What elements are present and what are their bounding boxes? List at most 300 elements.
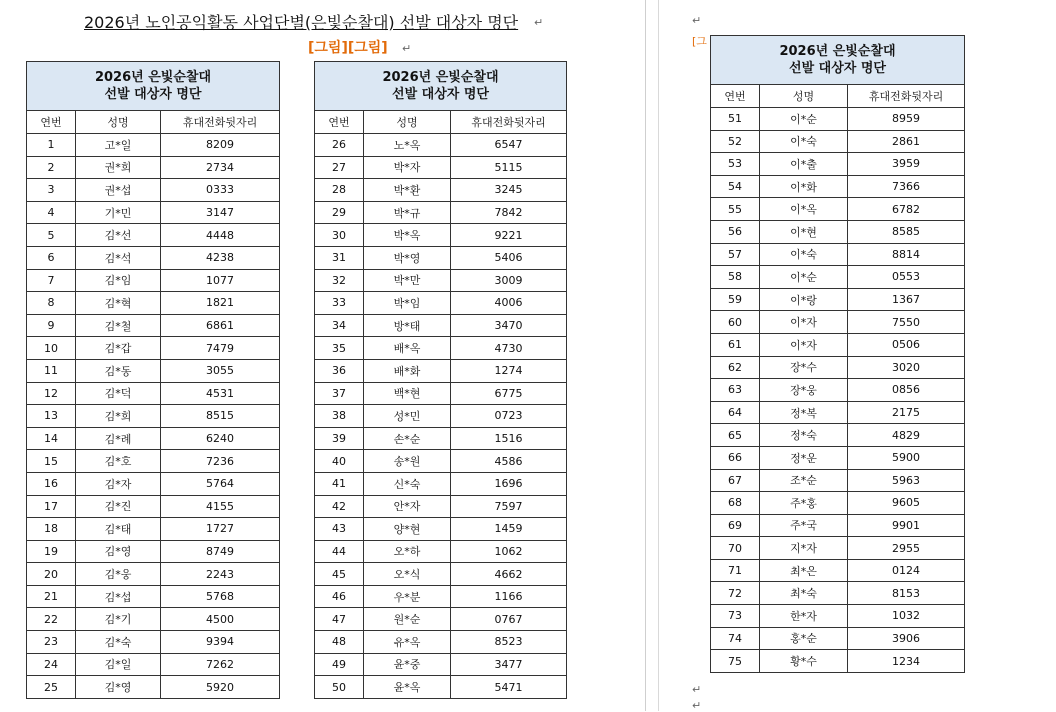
cell-name[interactable]: 박*임: [364, 292, 451, 315]
cell-phone-last-digits[interactable]: 6547: [451, 134, 567, 157]
cell-serial-number[interactable]: 60: [711, 311, 760, 334]
cell-phone-last-digits[interactable]: 2955: [848, 537, 965, 560]
table-row[interactable]: [315, 382, 567, 405]
cell-phone-last-digits[interactable]: 0124: [848, 559, 965, 582]
cell-serial-number[interactable]: 21: [27, 585, 76, 608]
cell-phone-last-digits[interactable]: 0856: [848, 379, 965, 402]
table-row[interactable]: [315, 427, 567, 450]
table-row[interactable]: [711, 130, 965, 153]
table-row[interactable]: [27, 382, 280, 405]
cell-serial-number[interactable]: 1: [27, 134, 76, 157]
cell-name[interactable]: 김*갑: [76, 337, 161, 360]
cell-serial-number[interactable]: 70: [711, 537, 760, 560]
cell-serial-number[interactable]: 54: [711, 175, 760, 198]
cell-name[interactable]: 이*자: [760, 311, 848, 334]
cell-serial-number[interactable]: 40: [315, 450, 364, 473]
cell-name[interactable]: 박*만: [364, 269, 451, 292]
cell-name[interactable]: 주*국: [760, 514, 848, 537]
cell-phone-last-digits[interactable]: 3959: [848, 153, 965, 176]
cell-serial-number[interactable]: 61: [711, 333, 760, 356]
table-row[interactable]: [711, 627, 965, 650]
table-row[interactable]: [315, 472, 567, 495]
cell-phone-last-digits[interactable]: 1727: [161, 518, 280, 541]
cell-phone-last-digits[interactable]: 1459: [451, 518, 567, 541]
cell-phone-last-digits[interactable]: 4730: [451, 337, 567, 360]
table-row[interactable]: [315, 540, 567, 563]
table-row[interactable]: [315, 246, 567, 269]
table-row[interactable]: [315, 631, 567, 654]
image-placeholder-label-page2[interactable]: [그: [692, 35, 707, 48]
cell-phone-last-digits[interactable]: 4500: [161, 608, 280, 631]
table-row[interactable]: [711, 220, 965, 243]
table-row[interactable]: [315, 608, 567, 631]
cell-name[interactable]: 박*영: [364, 246, 451, 269]
table-row[interactable]: [711, 243, 965, 266]
cell-serial-number[interactable]: 33: [315, 292, 364, 315]
cell-name[interactable]: 김*숙: [76, 631, 161, 654]
cell-serial-number[interactable]: 69: [711, 514, 760, 537]
cell-phone-last-digits[interactable]: 0553: [848, 266, 965, 289]
cell-serial-number[interactable]: 51: [711, 108, 760, 131]
cell-serial-number[interactable]: 22: [27, 608, 76, 631]
table-row[interactable]: [711, 424, 965, 447]
table-row[interactable]: [711, 333, 965, 356]
table-row[interactable]: [27, 540, 280, 563]
cell-serial-number[interactable]: 59: [711, 288, 760, 311]
cell-serial-number[interactable]: 62: [711, 356, 760, 379]
cell-name[interactable]: 손*순: [364, 427, 451, 450]
cell-name[interactable]: 김*진: [76, 495, 161, 518]
cell-name[interactable]: 김*섭: [76, 585, 161, 608]
table-row[interactable]: [711, 401, 965, 424]
cell-name[interactable]: 지*자: [760, 537, 848, 560]
cell-phone-last-digits[interactable]: 7597: [451, 495, 567, 518]
cell-name[interactable]: 주*홍: [760, 492, 848, 515]
cell-phone-last-digits[interactable]: 1032: [848, 605, 965, 628]
cell-serial-number[interactable]: 6: [27, 246, 76, 269]
cell-name[interactable]: 김*례: [76, 427, 161, 450]
table-row[interactable]: [711, 311, 965, 334]
cell-phone-last-digits[interactable]: 4586: [451, 450, 567, 473]
image-placeholder-label[interactable]: [그림][그림]: [308, 40, 388, 56]
table-row[interactable]: [27, 676, 280, 699]
table-row[interactable]: [27, 495, 280, 518]
cell-name[interactable]: 권*섭: [76, 179, 161, 202]
cell-phone-last-digits[interactable]: 1696: [451, 472, 567, 495]
table-row[interactable]: [27, 314, 280, 337]
table-row[interactable]: [711, 650, 965, 673]
cell-phone-last-digits[interactable]: 3245: [451, 179, 567, 202]
table-row[interactable]: [711, 469, 965, 492]
cell-name[interactable]: 신*숙: [364, 472, 451, 495]
table-row[interactable]: [711, 153, 965, 176]
cell-phone-last-digits[interactable]: 5768: [161, 585, 280, 608]
cell-name[interactable]: 윤*옥: [364, 676, 451, 699]
cell-name[interactable]: 방*태: [364, 314, 451, 337]
cell-name[interactable]: 이*순: [760, 108, 848, 131]
cell-phone-last-digits[interactable]: 6861: [161, 314, 280, 337]
table-row[interactable]: [315, 563, 567, 586]
table-row[interactable]: [27, 179, 280, 202]
table-row[interactable]: [27, 156, 280, 179]
cell-name[interactable]: 오*하: [364, 540, 451, 563]
cell-phone-last-digits[interactable]: 7236: [161, 450, 280, 473]
cell-name[interactable]: 황*수: [760, 650, 848, 673]
cell-serial-number[interactable]: 14: [27, 427, 76, 450]
cell-serial-number[interactable]: 9: [27, 314, 76, 337]
table-row[interactable]: [711, 379, 965, 402]
table-row[interactable]: [711, 108, 965, 131]
cell-phone-last-digits[interactable]: 8515: [161, 405, 280, 428]
cell-serial-number[interactable]: 23: [27, 631, 76, 654]
cell-phone-last-digits[interactable]: 9394: [161, 631, 280, 654]
cell-name[interactable]: 이*옥: [760, 198, 848, 221]
cell-serial-number[interactable]: 57: [711, 243, 760, 266]
cell-phone-last-digits[interactable]: 8153: [848, 582, 965, 605]
cell-phone-last-digits[interactable]: 3470: [451, 314, 567, 337]
cell-serial-number[interactable]: 56: [711, 220, 760, 243]
cell-name[interactable]: 이*출: [760, 153, 848, 176]
cell-serial-number[interactable]: 65: [711, 424, 760, 447]
cell-phone-last-digits[interactable]: 3477: [451, 653, 567, 676]
table-row[interactable]: [315, 292, 567, 315]
cell-phone-last-digits[interactable]: 7366: [848, 175, 965, 198]
cell-phone-last-digits[interactable]: 2734: [161, 156, 280, 179]
cell-name[interactable]: 박*규: [364, 201, 451, 224]
cell-phone-last-digits[interactable]: 6240: [161, 427, 280, 450]
cell-serial-number[interactable]: 68: [711, 492, 760, 515]
cell-name[interactable]: 이*숙: [760, 243, 848, 266]
table-row[interactable]: [315, 337, 567, 360]
cell-name[interactable]: 최*은: [760, 559, 848, 582]
cell-name[interactable]: 조*순: [760, 469, 848, 492]
cell-name[interactable]: 박*옥: [364, 224, 451, 247]
cell-serial-number[interactable]: 71: [711, 559, 760, 582]
table-row[interactable]: [315, 676, 567, 699]
cell-name[interactable]: 김*희: [76, 405, 161, 428]
table-row[interactable]: [315, 405, 567, 428]
cell-phone-last-digits[interactable]: 0723: [451, 405, 567, 428]
cell-phone-last-digits[interactable]: 3009: [451, 269, 567, 292]
cell-name[interactable]: 장*수: [760, 356, 848, 379]
cell-name[interactable]: 배*화: [364, 359, 451, 382]
cell-serial-number[interactable]: 37: [315, 382, 364, 405]
table-row[interactable]: [27, 653, 280, 676]
cell-name[interactable]: 김*영: [76, 676, 161, 699]
table-row[interactable]: [27, 518, 280, 541]
cell-phone-last-digits[interactable]: 6775: [451, 382, 567, 405]
cell-phone-last-digits[interactable]: 9605: [848, 492, 965, 515]
table-row[interactable]: [315, 359, 567, 382]
cell-serial-number[interactable]: 74: [711, 627, 760, 650]
cell-serial-number[interactable]: 19: [27, 540, 76, 563]
cell-serial-number[interactable]: 49: [315, 653, 364, 676]
cell-phone-last-digits[interactable]: 0506: [848, 333, 965, 356]
table-row[interactable]: [27, 292, 280, 315]
table-row[interactable]: [315, 314, 567, 337]
cell-serial-number[interactable]: 53: [711, 153, 760, 176]
cell-phone-last-digits[interactable]: 9901: [848, 514, 965, 537]
table-row[interactable]: [711, 198, 965, 221]
cell-name[interactable]: 김*동: [76, 359, 161, 382]
cell-phone-last-digits[interactable]: 5115: [451, 156, 567, 179]
cell-serial-number[interactable]: 25: [27, 676, 76, 699]
cell-serial-number[interactable]: 75: [711, 650, 760, 673]
cell-serial-number[interactable]: 17: [27, 495, 76, 518]
cell-serial-number[interactable]: 55: [711, 198, 760, 221]
cell-serial-number[interactable]: 47: [315, 608, 364, 631]
cell-phone-last-digits[interactable]: 2861: [848, 130, 965, 153]
cell-phone-last-digits[interactable]: 4155: [161, 495, 280, 518]
cell-name[interactable]: 이*숙: [760, 130, 848, 153]
cell-phone-last-digits[interactable]: 5471: [451, 676, 567, 699]
cell-serial-number[interactable]: 52: [711, 130, 760, 153]
cell-name[interactable]: 김*호: [76, 450, 161, 473]
cell-name[interactable]: 이*순: [760, 266, 848, 289]
table-row[interactable]: [315, 495, 567, 518]
table-row[interactable]: [27, 201, 280, 224]
cell-serial-number[interactable]: 66: [711, 446, 760, 469]
cell-name[interactable]: 최*숙: [760, 582, 848, 605]
cell-phone-last-digits[interactable]: 3906: [848, 627, 965, 650]
table-row[interactable]: [711, 605, 965, 628]
table-row[interactable]: [711, 288, 965, 311]
cell-name[interactable]: 김*영: [76, 540, 161, 563]
cell-name[interactable]: 김*웅: [76, 563, 161, 586]
cell-serial-number[interactable]: 5: [27, 224, 76, 247]
cell-serial-number[interactable]: 24: [27, 653, 76, 676]
cell-serial-number[interactable]: 46: [315, 585, 364, 608]
cell-name[interactable]: 이*랑: [760, 288, 848, 311]
cell-serial-number[interactable]: 12: [27, 382, 76, 405]
table-row[interactable]: [711, 559, 965, 582]
cell-serial-number[interactable]: 34: [315, 314, 364, 337]
cell-serial-number[interactable]: 4: [27, 201, 76, 224]
cell-name[interactable]: 오*식: [364, 563, 451, 586]
cell-name[interactable]: 백*현: [364, 382, 451, 405]
table-row[interactable]: [315, 156, 567, 179]
table-row[interactable]: [315, 269, 567, 292]
table-row[interactable]: [27, 472, 280, 495]
cell-serial-number[interactable]: 38: [315, 405, 364, 428]
cell-serial-number[interactable]: 48: [315, 631, 364, 654]
cell-serial-number[interactable]: 20: [27, 563, 76, 586]
cell-name[interactable]: 김*임: [76, 269, 161, 292]
cell-serial-number[interactable]: 36: [315, 359, 364, 382]
cell-name[interactable]: 김*태: [76, 518, 161, 541]
table-row[interactable]: [711, 492, 965, 515]
roster-table-2[interactable]: [314, 61, 567, 699]
cell-phone-last-digits[interactable]: 0767: [451, 608, 567, 631]
cell-name[interactable]: 김*혁: [76, 292, 161, 315]
cell-phone-last-digits[interactable]: 8749: [161, 540, 280, 563]
roster-table-1[interactable]: [26, 61, 280, 699]
cell-name[interactable]: 원*순: [364, 608, 451, 631]
cell-phone-last-digits[interactable]: 1821: [161, 292, 280, 315]
cell-name[interactable]: 배*옥: [364, 337, 451, 360]
table-row[interactable]: [27, 631, 280, 654]
table-row[interactable]: [315, 585, 567, 608]
cell-name[interactable]: 기*민: [76, 201, 161, 224]
cell-name[interactable]: 장*웅: [760, 379, 848, 402]
cell-name[interactable]: 양*현: [364, 518, 451, 541]
cell-name[interactable]: 이*현: [760, 220, 848, 243]
cell-serial-number[interactable]: 67: [711, 469, 760, 492]
cell-phone-last-digits[interactable]: 1077: [161, 269, 280, 292]
cell-name[interactable]: 김*일: [76, 653, 161, 676]
cell-serial-number[interactable]: 28: [315, 179, 364, 202]
table-row[interactable]: [711, 514, 965, 537]
cell-name[interactable]: 박*환: [364, 179, 451, 202]
table-row[interactable]: [27, 405, 280, 428]
cell-phone-last-digits[interactable]: 2243: [161, 563, 280, 586]
cell-serial-number[interactable]: 8: [27, 292, 76, 315]
cell-phone-last-digits[interactable]: 7479: [161, 337, 280, 360]
cell-name[interactable]: 성*민: [364, 405, 451, 428]
cell-phone-last-digits[interactable]: 3147: [161, 201, 280, 224]
table-row[interactable]: [27, 563, 280, 586]
cell-serial-number[interactable]: 45: [315, 563, 364, 586]
cell-name[interactable]: 박*자: [364, 156, 451, 179]
cell-phone-last-digits[interactable]: 3020: [848, 356, 965, 379]
cell-name[interactable]: 정*운: [760, 446, 848, 469]
cell-phone-last-digits[interactable]: 0333: [161, 179, 280, 202]
cell-phone-last-digits[interactable]: 7842: [451, 201, 567, 224]
table-row[interactable]: [711, 446, 965, 469]
table-row[interactable]: [27, 269, 280, 292]
cell-phone-last-digits[interactable]: 4448: [161, 224, 280, 247]
cell-phone-last-digits[interactable]: 8814: [848, 243, 965, 266]
cell-serial-number[interactable]: 50: [315, 676, 364, 699]
table-row[interactable]: [315, 653, 567, 676]
cell-phone-last-digits[interactable]: 8209: [161, 134, 280, 157]
cell-phone-last-digits[interactable]: 1367: [848, 288, 965, 311]
cell-phone-last-digits[interactable]: 7262: [161, 653, 280, 676]
cell-serial-number[interactable]: 29: [315, 201, 364, 224]
cell-name[interactable]: 송*원: [364, 450, 451, 473]
cell-serial-number[interactable]: 16: [27, 472, 76, 495]
cell-phone-last-digits[interactable]: 2175: [848, 401, 965, 424]
cell-phone-last-digits[interactable]: 4238: [161, 246, 280, 269]
table-row[interactable]: [27, 450, 280, 473]
cell-name[interactable]: 한*자: [760, 605, 848, 628]
table-row[interactable]: [711, 356, 965, 379]
cell-phone-last-digits[interactable]: 4662: [451, 563, 567, 586]
cell-phone-last-digits[interactable]: 8585: [848, 220, 965, 243]
cell-serial-number[interactable]: 3: [27, 179, 76, 202]
document-title[interactable]: 2026년 노인공익활동 사업단별(은빛순찰대) 선발 대상자 명단: [84, 13, 519, 32]
cell-serial-number[interactable]: 73: [711, 605, 760, 628]
table-row[interactable]: [315, 450, 567, 473]
cell-phone-last-digits[interactable]: 7550: [848, 311, 965, 334]
cell-serial-number[interactable]: 44: [315, 540, 364, 563]
cell-phone-last-digits[interactable]: 5406: [451, 246, 567, 269]
cell-serial-number[interactable]: 58: [711, 266, 760, 289]
cell-name[interactable]: 고*일: [76, 134, 161, 157]
cell-name[interactable]: 윤*중: [364, 653, 451, 676]
table-row[interactable]: [315, 179, 567, 202]
cell-name[interactable]: 김*선: [76, 224, 161, 247]
table-row[interactable]: [711, 537, 965, 560]
cell-phone-last-digits[interactable]: 5764: [161, 472, 280, 495]
cell-serial-number[interactable]: 32: [315, 269, 364, 292]
cell-phone-last-digits[interactable]: 9221: [451, 224, 567, 247]
table-row[interactable]: [27, 337, 280, 360]
table-row[interactable]: [27, 585, 280, 608]
cell-serial-number[interactable]: 42: [315, 495, 364, 518]
cell-name[interactable]: 노*옥: [364, 134, 451, 157]
cell-phone-last-digits[interactable]: 3055: [161, 359, 280, 382]
table-row[interactable]: [315, 201, 567, 224]
table-row[interactable]: [711, 582, 965, 605]
cell-phone-last-digits[interactable]: 1166: [451, 585, 567, 608]
cell-name[interactable]: 김*덕: [76, 382, 161, 405]
table-row[interactable]: [27, 134, 280, 157]
cell-name[interactable]: 김*석: [76, 246, 161, 269]
cell-serial-number[interactable]: 39: [315, 427, 364, 450]
cell-serial-number[interactable]: 43: [315, 518, 364, 541]
cell-name[interactable]: 김*자: [76, 472, 161, 495]
cell-phone-last-digits[interactable]: 6782: [848, 198, 965, 221]
cell-name[interactable]: 정*숙: [760, 424, 848, 447]
cell-name[interactable]: 유*옥: [364, 631, 451, 654]
cell-serial-number[interactable]: 41: [315, 472, 364, 495]
table-row[interactable]: [711, 175, 965, 198]
cell-name[interactable]: 김*기: [76, 608, 161, 631]
cell-name[interactable]: 이*화: [760, 175, 848, 198]
cell-serial-number[interactable]: 2: [27, 156, 76, 179]
cell-phone-last-digits[interactable]: 1234: [848, 650, 965, 673]
cell-serial-number[interactable]: 7: [27, 269, 76, 292]
cell-name[interactable]: 김*철: [76, 314, 161, 337]
cell-phone-last-digits[interactable]: 4531: [161, 382, 280, 405]
cell-serial-number[interactable]: 64: [711, 401, 760, 424]
roster-table-3[interactable]: [710, 35, 965, 673]
cell-serial-number[interactable]: 15: [27, 450, 76, 473]
table-row[interactable]: [315, 224, 567, 247]
cell-phone-last-digits[interactable]: 1516: [451, 427, 567, 450]
cell-serial-number[interactable]: 26: [315, 134, 364, 157]
table-row[interactable]: [27, 427, 280, 450]
cell-phone-last-digits[interactable]: 4829: [848, 424, 965, 447]
cell-serial-number[interactable]: 10: [27, 337, 76, 360]
cell-serial-number[interactable]: 63: [711, 379, 760, 402]
cell-serial-number[interactable]: 27: [315, 156, 364, 179]
table-row[interactable]: [27, 224, 280, 247]
cell-serial-number[interactable]: 35: [315, 337, 364, 360]
cell-serial-number[interactable]: 11: [27, 359, 76, 382]
table-row[interactable]: [27, 608, 280, 631]
cell-serial-number[interactable]: 13: [27, 405, 76, 428]
cell-serial-number[interactable]: 31: [315, 246, 364, 269]
cell-serial-number[interactable]: 72: [711, 582, 760, 605]
cell-name[interactable]: 안*자: [364, 495, 451, 518]
table-row[interactable]: [315, 518, 567, 541]
cell-phone-last-digits[interactable]: 4006: [451, 292, 567, 315]
cell-serial-number[interactable]: 30: [315, 224, 364, 247]
cell-phone-last-digits[interactable]: 8959: [848, 108, 965, 131]
cell-name[interactable]: 우*분: [364, 585, 451, 608]
cell-phone-last-digits[interactable]: 5963: [848, 469, 965, 492]
table-row[interactable]: [315, 134, 567, 157]
table-row[interactable]: [27, 246, 280, 269]
cell-serial-number[interactable]: 18: [27, 518, 76, 541]
table-row[interactable]: [711, 266, 965, 289]
table-row[interactable]: [27, 359, 280, 382]
cell-phone-last-digits[interactable]: 5920: [161, 676, 280, 699]
cell-name[interactable]: 이*자: [760, 333, 848, 356]
cell-phone-last-digits[interactable]: 1062: [451, 540, 567, 563]
